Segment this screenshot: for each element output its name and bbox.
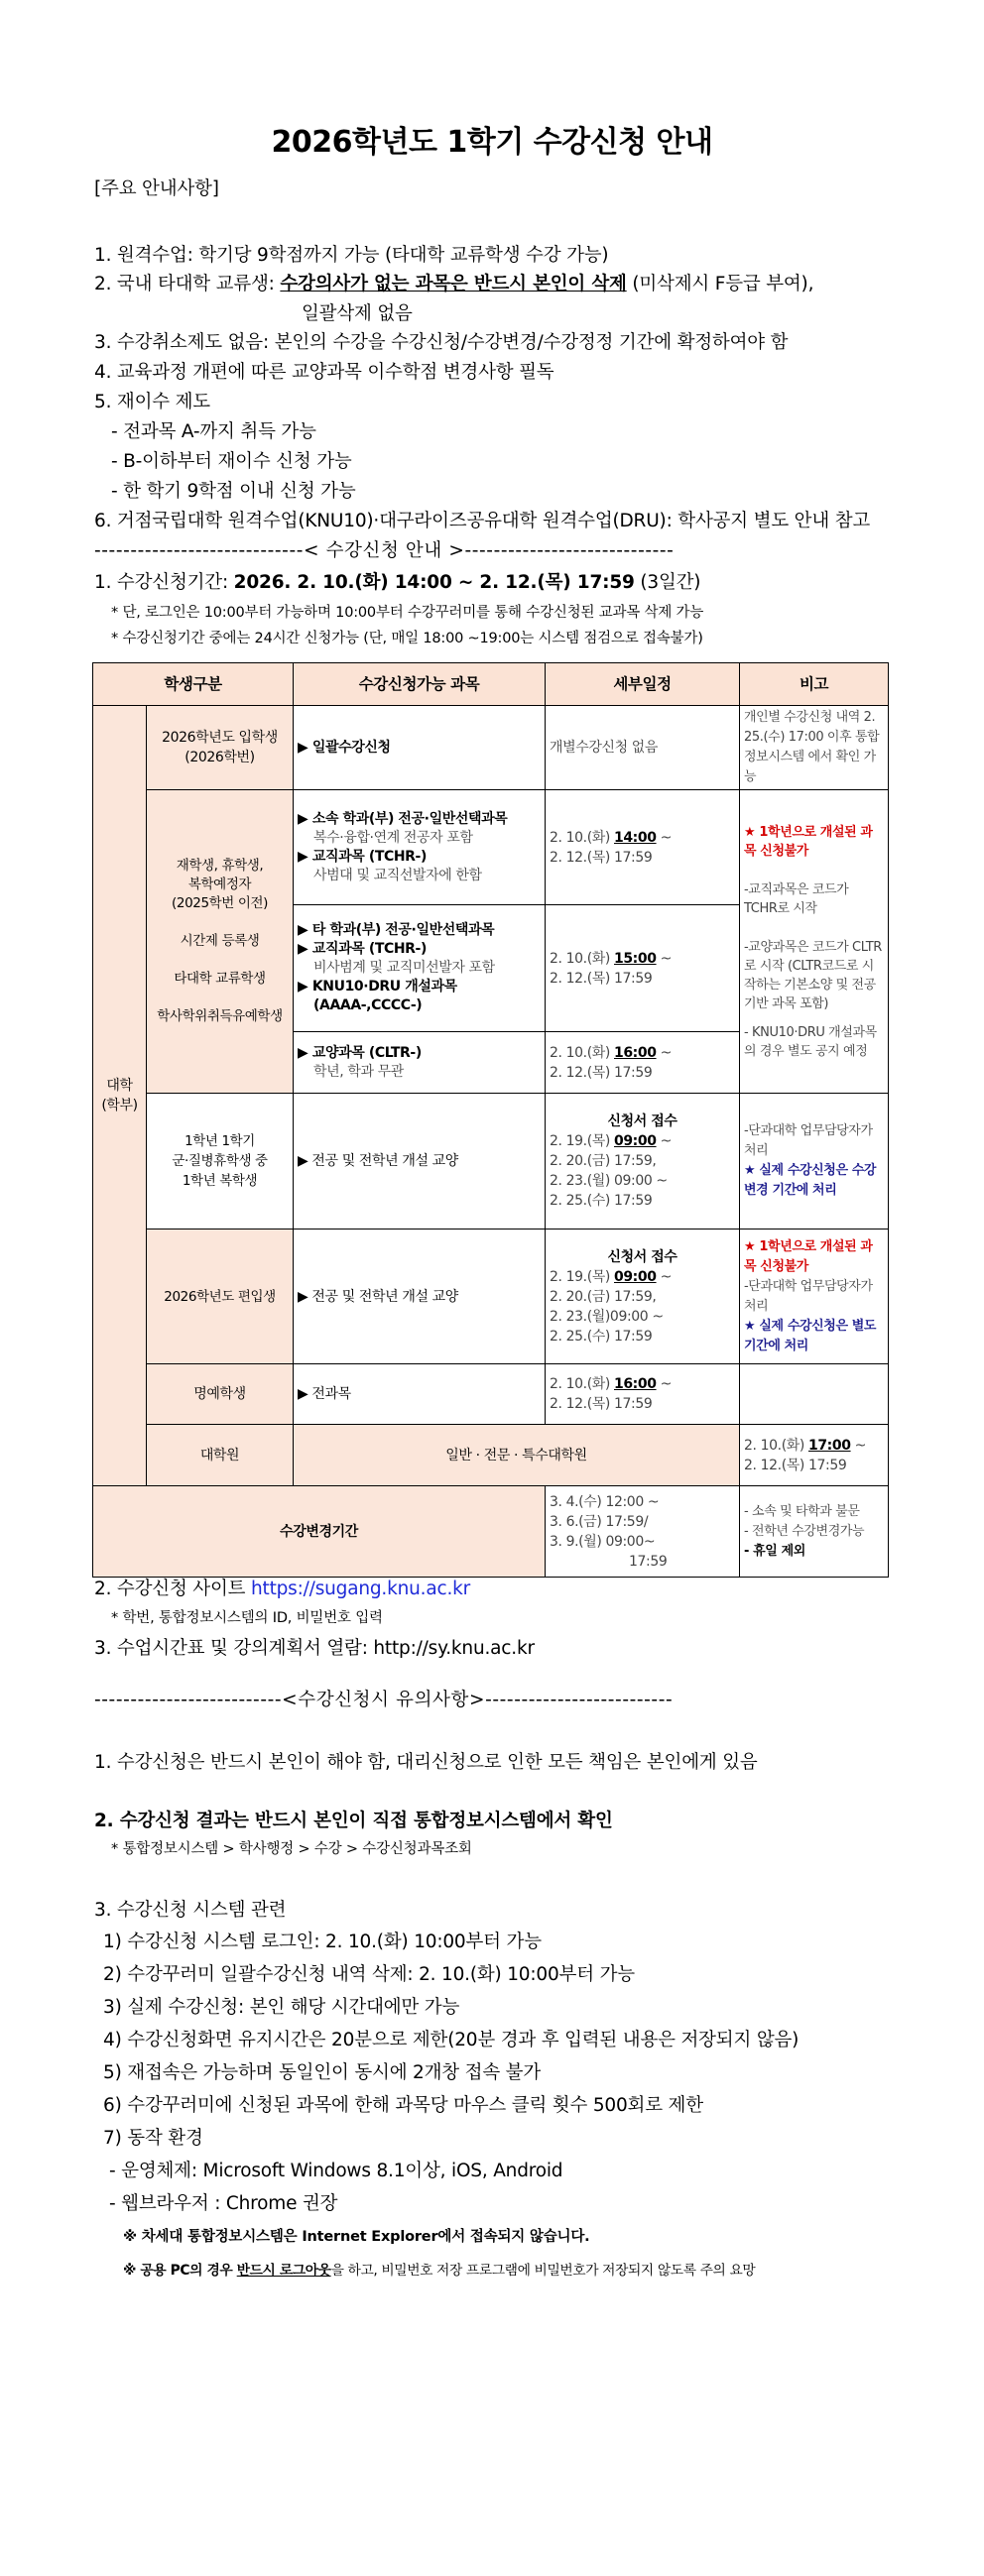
period-line: 1. 수강신청기간: 2026. 2. 10.(화) 14:00 ~ 2. 12.(목) 17:59 (3일간) — [94, 572, 701, 593]
note-freshmen: 개인별 수강신청 내역 2. 25.(수) 17:00 이후 통합정보시스템 에서 확인 가능 — [740, 706, 889, 790]
subject-own-major: ▶ 소속 학과(부) 전공·일반선택과목 복수·융합·연계 전공자 포함 ▶ 교직과목 (TCHR-) 사범대 및 교직선발자에 한함 — [294, 790, 546, 905]
caution-2-note: * 통합정보시스템 > 학사행정 > 수강 > 수강신청과목조회 — [111, 1841, 472, 1857]
notice-2-emphasis: 수강의사가 없는 과목은 반드시 본인이 삭제 — [280, 274, 627, 294]
notice-6: 6. 거점국립대학 원격수업(KNU10)·대구라이즈공유대학 원격수업(DRU): 학사공지 별도 안내 참고 — [94, 511, 871, 531]
schedule-table — [92, 662, 889, 1578]
page-title: 2026학년도 1학기 수강신청 안내 — [271, 125, 713, 160]
notice-2-cont: 일괄삭제 없음 — [302, 303, 413, 324]
table-row — [93, 1094, 889, 1229]
caution-3-2: 2) 수강꾸러미 일괄수강신청 내역 삭제: 2. 10.(화) 10:00부터 가능 — [103, 1964, 635, 1985]
header-subjects: 수강신청가능 과목 — [294, 663, 546, 706]
schedule-honorary: 2. 10.(화) 16:00 ~ 2. 12.(목) 17:59 — [546, 1364, 740, 1425]
subject-liberal: ▶ 교양과목 (CLTR-) 학년, 학과 무관 — [294, 1032, 546, 1094]
caution-3-3: 3) 실제 수강신청: 본인 해당 시간대에만 가능 — [103, 1997, 460, 2018]
notice-4: 4. 교육과정 개편에 따른 교양과목 이수학점 변경사항 필독 — [94, 362, 554, 383]
caution-3: 3. 수강신청 시스템 관련 — [94, 1900, 287, 1921]
notice-5-a: - 전과목 A-까지 취득 가능 — [111, 421, 316, 442]
schedule-liberal: 2. 10.(화) 16:00 ~ 2. 12.(목) 17:59 — [546, 1032, 740, 1094]
subject-bulk: ▶ 일괄수강신청 — [294, 706, 546, 790]
group-enrolled: 재학생, 휴학생, 복학예정자 (2025학번 이전) 시간제 등록생 타대학 교류학생 학사학위취득유예학생 — [147, 790, 294, 1094]
notice-2: 2. 국내 타대학 교류생: 수강의사가 없는 과목은 반드시 본인이 삭제 (미삭제시 F등급 부여), — [94, 274, 814, 294]
subject-transfer: ▶ 전공 및 전학년 개설 교양 — [294, 1229, 546, 1364]
group-undergrad: 대학 (학부) — [93, 706, 147, 1486]
env-os: - 운영체제: Microsoft Windows 8.1이상, iOS, Android — [109, 2161, 563, 2181]
subject-other-major: ▶ 타 학과(부) 전공·일반선택과목 ▶ 교직과목 (TCHR-) 비사범계 및 교직미선발자 포함 ▶ KNU10·DRU 개설과목 (AAAA-,CCCC-) — [294, 905, 546, 1032]
note-returning: -단과대학 업무담당자가 처리 ★ 실제 수강신청은 수강변경 기간에 처리 — [740, 1094, 889, 1229]
schedule-other-major: 2. 10.(화) 15:00 ~ 2. 12.(목) 17:59 — [546, 905, 740, 1032]
schedule-none: 개별수강신청 없음 — [546, 706, 740, 790]
table-row — [93, 790, 889, 905]
caution-3-5: 5) 재접속은 가능하며 동일인이 동시에 2개창 접속 불가 — [103, 2062, 542, 2083]
caution-3-6: 6) 수강꾸러미에 신청된 과목에 한해 과목당 마우스 클릭 횟수 500회로 제한 — [103, 2095, 703, 2116]
header-student-type: 학생구분 — [93, 663, 294, 706]
env-browser: - 웹브라우저 : Chrome 권장 — [109, 2193, 338, 2214]
caution-3-7: 7) 동작 환경 — [103, 2128, 203, 2149]
notice-5-b: - B-이하부터 재이수 신청 가능 — [111, 451, 352, 472]
warning-ie: ※ 차세대 통합정보시스템은 Internet Explorer에서 접속되지 않습니다. — [123, 2229, 590, 2245]
note-enrolled: ★ 1학년으로 개설된 과목 신청불가 -교직과목은 코드가 TCHR로 시작 -교양과목은 코드가 CLTR로 시작 (CLTR코드로 시작하는 기본소양 및 전공기반 과목 포함) - KNU10·DRU 개설과목의 경우 별도 공지 예정 — [740, 790, 889, 1094]
subject-honorary: ▶ 전과목 — [294, 1364, 546, 1425]
period-note-1: * 단, 로그인은 10:00부터 가능하며 10:00부터 수강꾸러미를 통해 수강신청된 교과목 삭제 가능 — [111, 605, 704, 621]
group-change-period: 수강변경기간 — [93, 1486, 546, 1578]
site-line: 2. 수강신청 사이트 https://sugang.knu.ac.kr — [94, 1579, 471, 1599]
section-divider-caution: --------------------------<수강신청시 유의사항>-------------------------- — [94, 1690, 674, 1710]
table-row — [93, 1425, 889, 1486]
group-transfer: 2026학년도 편입생 — [147, 1229, 294, 1364]
schedule-transfer: 신청서 접수 2. 19.(목) 09:00 ~ 2. 20.(금) 17:59, 2. 23.(월)09:00 ~ 2. 25.(수) 17:59 — [546, 1229, 740, 1364]
caution-3-1: 1) 수강신청 시스템 로그인: 2. 10.(화) 10:00부터 가능 — [103, 1932, 542, 1952]
sugang-site-link[interactable]: https://sugang.knu.ac.kr — [251, 1579, 471, 1599]
caution-2: 2. 수강신청 결과는 반드시 본인이 직접 통합정보시스템에서 확인 — [94, 1811, 613, 1831]
table-row — [93, 1364, 889, 1425]
site-note: * 학번, 통합정보시스템의 ID, 비밀번호 입력 — [111, 1610, 383, 1626]
section-divider-guide: -----------------------------< 수강신청 안내 >----------------------------- — [94, 540, 675, 561]
period-value: 2026. 2. 10.(화) 14:00 ~ 2. 12.(목) 17:59 — [233, 572, 635, 593]
group-graduate: 대학원 — [147, 1425, 294, 1486]
subject-graduate: 일반 · 전문 · 특수대학원 — [294, 1425, 740, 1486]
note-change-period: - 소속 및 타학과 불문 - 전학년 수강변경가능 - 휴일 제외 — [740, 1486, 889, 1578]
notice-1: 1. 원격수업: 학기당 9학점까지 가능 (타대학 교류학생 수강 가능) — [94, 245, 609, 266]
table-header-row — [93, 663, 889, 706]
timetable-line: 3. 수업시간표 및 강의계획서 열람: http://sy.knu.ac.kr — [94, 1638, 535, 1659]
period-note-2: * 수강신청기간 중에는 24시간 신청가능 (단, 매일 18:00 ~19:00는 시스템 점검으로 접속불가) — [111, 631, 703, 646]
header-remarks: 비고 — [740, 663, 889, 706]
note-transfer: ★ 1학년으로 개설된 과목 신청불가 -단과대학 업무담당자가 처리 ★ 실제 수강신청은 별도 기간에 처리 — [740, 1229, 889, 1364]
group-returning: 1학년 1학기 군·질병휴학생 중 1학년 복학생 — [147, 1094, 294, 1229]
schedule-own-major: 2. 10.(화) 14:00 ~ 2. 12.(목) 17:59 — [546, 790, 740, 905]
schedule-graduate: 2. 10.(화) 17:00 ~ 2. 12.(목) 17:59 — [740, 1425, 889, 1486]
table-row — [93, 1229, 889, 1364]
group-honorary: 명예학생 — [147, 1364, 294, 1425]
header-schedule: 세부일정 — [546, 663, 740, 706]
schedule-change-period: 3. 4.(수) 12:00 ~ 3. 6.(금) 17:59/ 3. 9.(월) 09:00~ 17:59 — [546, 1486, 740, 1578]
notice-5: 5. 재이수 제도 — [94, 392, 210, 412]
warning-public-pc: ※ 공용 PC의 경우 반드시 로그아웃을 하고, 비밀번호 저장 프로그램에 비밀번호가 저장되지 않도록 주의 요망 — [123, 2263, 756, 2279]
notice-header: [주요 안내사항] — [94, 178, 219, 199]
notice-5-c: - 한 학기 9학점 이내 신청 가능 — [111, 481, 356, 502]
schedule-returning: 신청서 접수 2. 19.(목) 09:00 ~ 2. 20.(금) 17:59, 2. 23.(월) 09:00 ~ 2. 25.(수) 17:59 — [546, 1094, 740, 1229]
caution-3-4: 4) 수강신청화면 유지시간은 20분으로 제한(20분 경과 후 입력된 내용은 저장되지 않음) — [103, 2030, 800, 2050]
subject-returning: ▶ 전공 및 전학년 개설 교양 — [294, 1094, 546, 1229]
notice-3: 3. 수강취소제도 없음: 본인의 수강을 수강신청/수강변경/수강정정 기간에 확정하여야 함 — [94, 332, 789, 353]
table-row — [93, 706, 889, 790]
group-freshmen: 2026학년도 입학생 (2026학번) — [147, 706, 294, 790]
table-row — [93, 1486, 889, 1578]
caution-1: 1. 수강신청은 반드시 본인이 해야 함, 대리신청으로 인한 모든 책임은 본인에게 있음 — [94, 1752, 758, 1773]
